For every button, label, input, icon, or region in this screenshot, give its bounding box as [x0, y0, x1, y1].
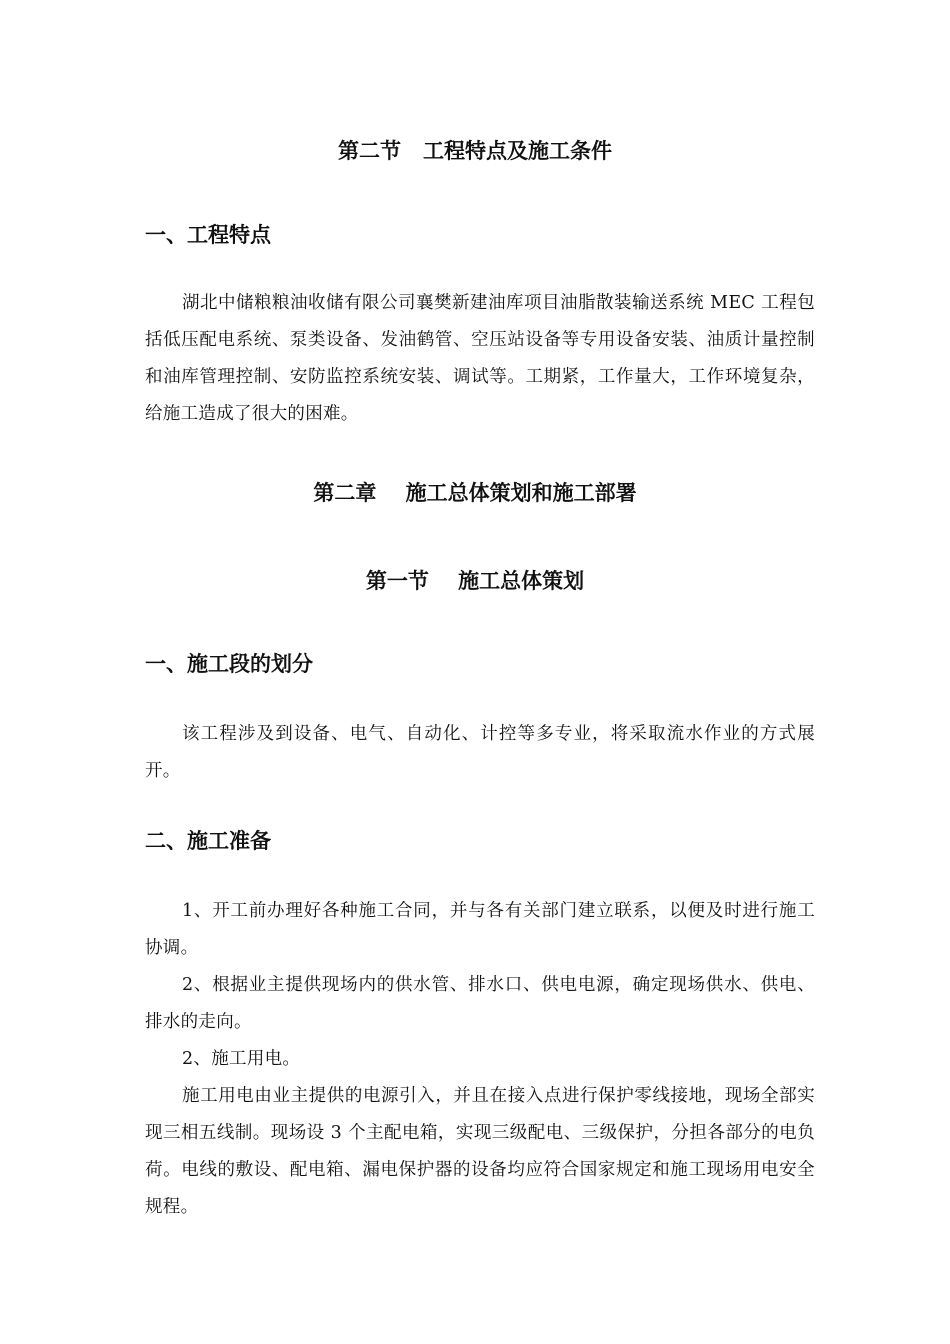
- preparation-item-power: 2、施工用电。: [182, 1049, 301, 1069]
- preparation-item-2: 2、根据业主提供现场内的供水管、排水口、供电电源，确定现场供水、供电、排水的走向。: [145, 975, 815, 1032]
- section-1-title: 第一节 施工总体策划: [365, 568, 585, 593]
- chapter-2-title: 第二章 施工总体策划和施工部署: [313, 480, 637, 505]
- section-2-title: 第二节 工程特点及施工条件: [338, 138, 612, 163]
- project-features-paragraph: 湖北中储粮粮油收储有限公司襄樊新建油库项目油脂散装输送系统 MEC 工程包括低压配电系统、泵类设备、发油鹤管、空压站设备等专用设备安装、油质计量控制和油库管理控制、安防监控系统安装、调试等。工期紧，工作量大，工作环境复杂，给施工造成了很大的困难。: [145, 293, 815, 424]
- preparation-item-1: 1、开工前办理好各种施工合同，并与各有关部门建立联系，以便及时进行施工协调。: [145, 901, 815, 958]
- preparation-power-details: 施工用电由业主提供的电源引入，并且在接入点进行保护零线接地，现场全部实现三相五线制。现场设 3 个主配电箱，实现三级配电、三级保护，分担各部分的电负荷。电线的敷设、配电箱、漏电保护器的设备均应符合国家规定和施工现场用电安全规程。: [145, 1086, 815, 1217]
- construction-division-heading: 一、施工段的划分: [145, 651, 313, 676]
- construction-preparation-heading: 二、施工准备: [145, 828, 271, 853]
- construction-division-paragraph: 该工程涉及到设备、电气、自动化、计控等多专业，将采取流水作业的方式展开。: [145, 724, 815, 781]
- project-features-heading: 一、工程特点: [145, 222, 271, 247]
